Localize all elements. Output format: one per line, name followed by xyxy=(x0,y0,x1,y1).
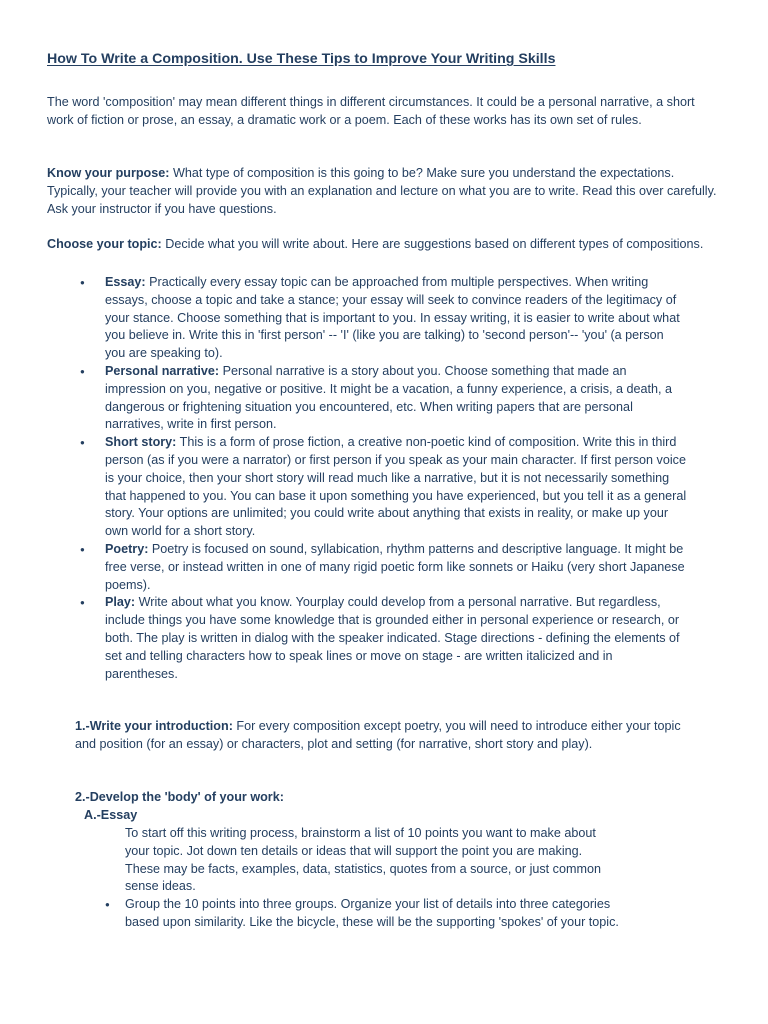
bullet-text: This is a form of prose fiction, a creative non-poetic kind of composition. Write this in third person (as if you were a narrator) or first person if you speak as your main character. If first person voice is your choice, then your short story will read much like a narrative, but it is not necessarily something that happened to you. You can base it upon something you have experienced, but you tell it as a general story. Your options are unlimited; you could write about anything that exists in reality, or make up your own world for a short story. xyxy=(105,435,687,539)
bullet-text: Write about what you know. Yourplay could develop from a personal narrative. But regardless, include things you have some knowledge that is grounded either in personal experience or research, or both. The play is written in dialog with the speaker indicated. Stage directions - defining the elements of set and telling characters how to speak lines or move on stage - are written italicized and in parentheses. xyxy=(105,595,680,681)
topic-paragraph xyxy=(47,236,717,254)
step1-label: 1.-Write your introduction: xyxy=(75,719,233,733)
step-introduction xyxy=(75,718,705,754)
bullet-text: Practically every essay topic can be approached from multiple perspectives. When writing essays, choose a topic and take a stance; your essay will seek to convince readers of the legitimacy of your stance. Choose something that is important to you. In essay writing, it is easier to write about what you believe in. Write this in 'first person' -- 'I' (like you are talking) to 'second person'-- 'you' (a person you are speaking to). xyxy=(105,275,680,361)
list-item-essay xyxy=(47,274,687,363)
essay-bullet: ● Group the 10 points into three groups. Organize your list of details into three categories based upon similarity. Like the bicycle, these will be the supporting 'spokes' of your topic. xyxy=(105,896,645,932)
list-item-poetry xyxy=(47,541,687,594)
list-item-short-story xyxy=(47,434,687,541)
composition-types-list xyxy=(47,274,687,683)
purpose-text: What type of composition is this going to be? Make sure you understand the expectations. Typically, your teacher will provide you with an explanation and lecture on what you are to write. Read this over carefully. Ask your instructor if you have questions. xyxy=(47,166,717,216)
bullet-label: Essay: xyxy=(105,275,146,289)
step1-text: For every composition except poetry, you will need to introduce either your topic and position (for an essay) or characters, plot and setting (for narrative, short story and play). xyxy=(75,719,681,751)
list-item-personal-narrative xyxy=(47,363,687,434)
bullet-label: Poetry: xyxy=(105,541,149,556)
document-title: How To Write a Composition. Use These Tips to Improve Your Writing Skills xyxy=(47,51,556,67)
essay-paragraph: To start off this writing process, brainstorm a list of 10 points you want to make about your topic. Jot down ten details or ideas that will support the point you are making. These may be facts, examples, data, statistics, quotes from a source, or just common sense ideas. xyxy=(125,826,601,894)
bullet-label: Play: xyxy=(105,595,136,610)
essay-subheading: A.-Essay xyxy=(84,808,138,822)
bullet-text: Poetry is focused on sound, syllabication, rhythm patterns and descriptive language. It might be free verse, or instead written in one of many rigid poetic form like sonnets or Haiku (very short Japanese poems). xyxy=(105,541,685,592)
topic-text: Decide what you will write about. Here are suggestions based on different types of compositions. xyxy=(161,237,704,251)
topic-label: Choose your topic: xyxy=(47,237,162,251)
bullet-text: Personal narrative is a story about you. Choose something that made an impression on you, negative or positive. It might be a vacation, a funny experience, a crisis, a death, a dangerous or frightening situation you encountered, etc. When writing papers that are personal narratives, write in first person. xyxy=(105,363,673,432)
list-item-play xyxy=(47,594,687,683)
purpose-paragraph xyxy=(47,165,717,218)
step-body-heading xyxy=(75,789,705,807)
bullet-label: Personal narrative: xyxy=(105,363,220,378)
bullet-label: Short story: xyxy=(105,435,177,450)
step2-label: 2.-Develop the 'body' of your work: xyxy=(75,790,284,804)
purpose-label: Know your purpose: xyxy=(47,166,170,180)
intro-paragraph: The word 'composition' may mean different things in different circumstances. It could be a personal narrative, a short work of fiction or prose, an essay, a dramatic work or a poem. Each of these works has its own set of rules. xyxy=(47,95,695,127)
